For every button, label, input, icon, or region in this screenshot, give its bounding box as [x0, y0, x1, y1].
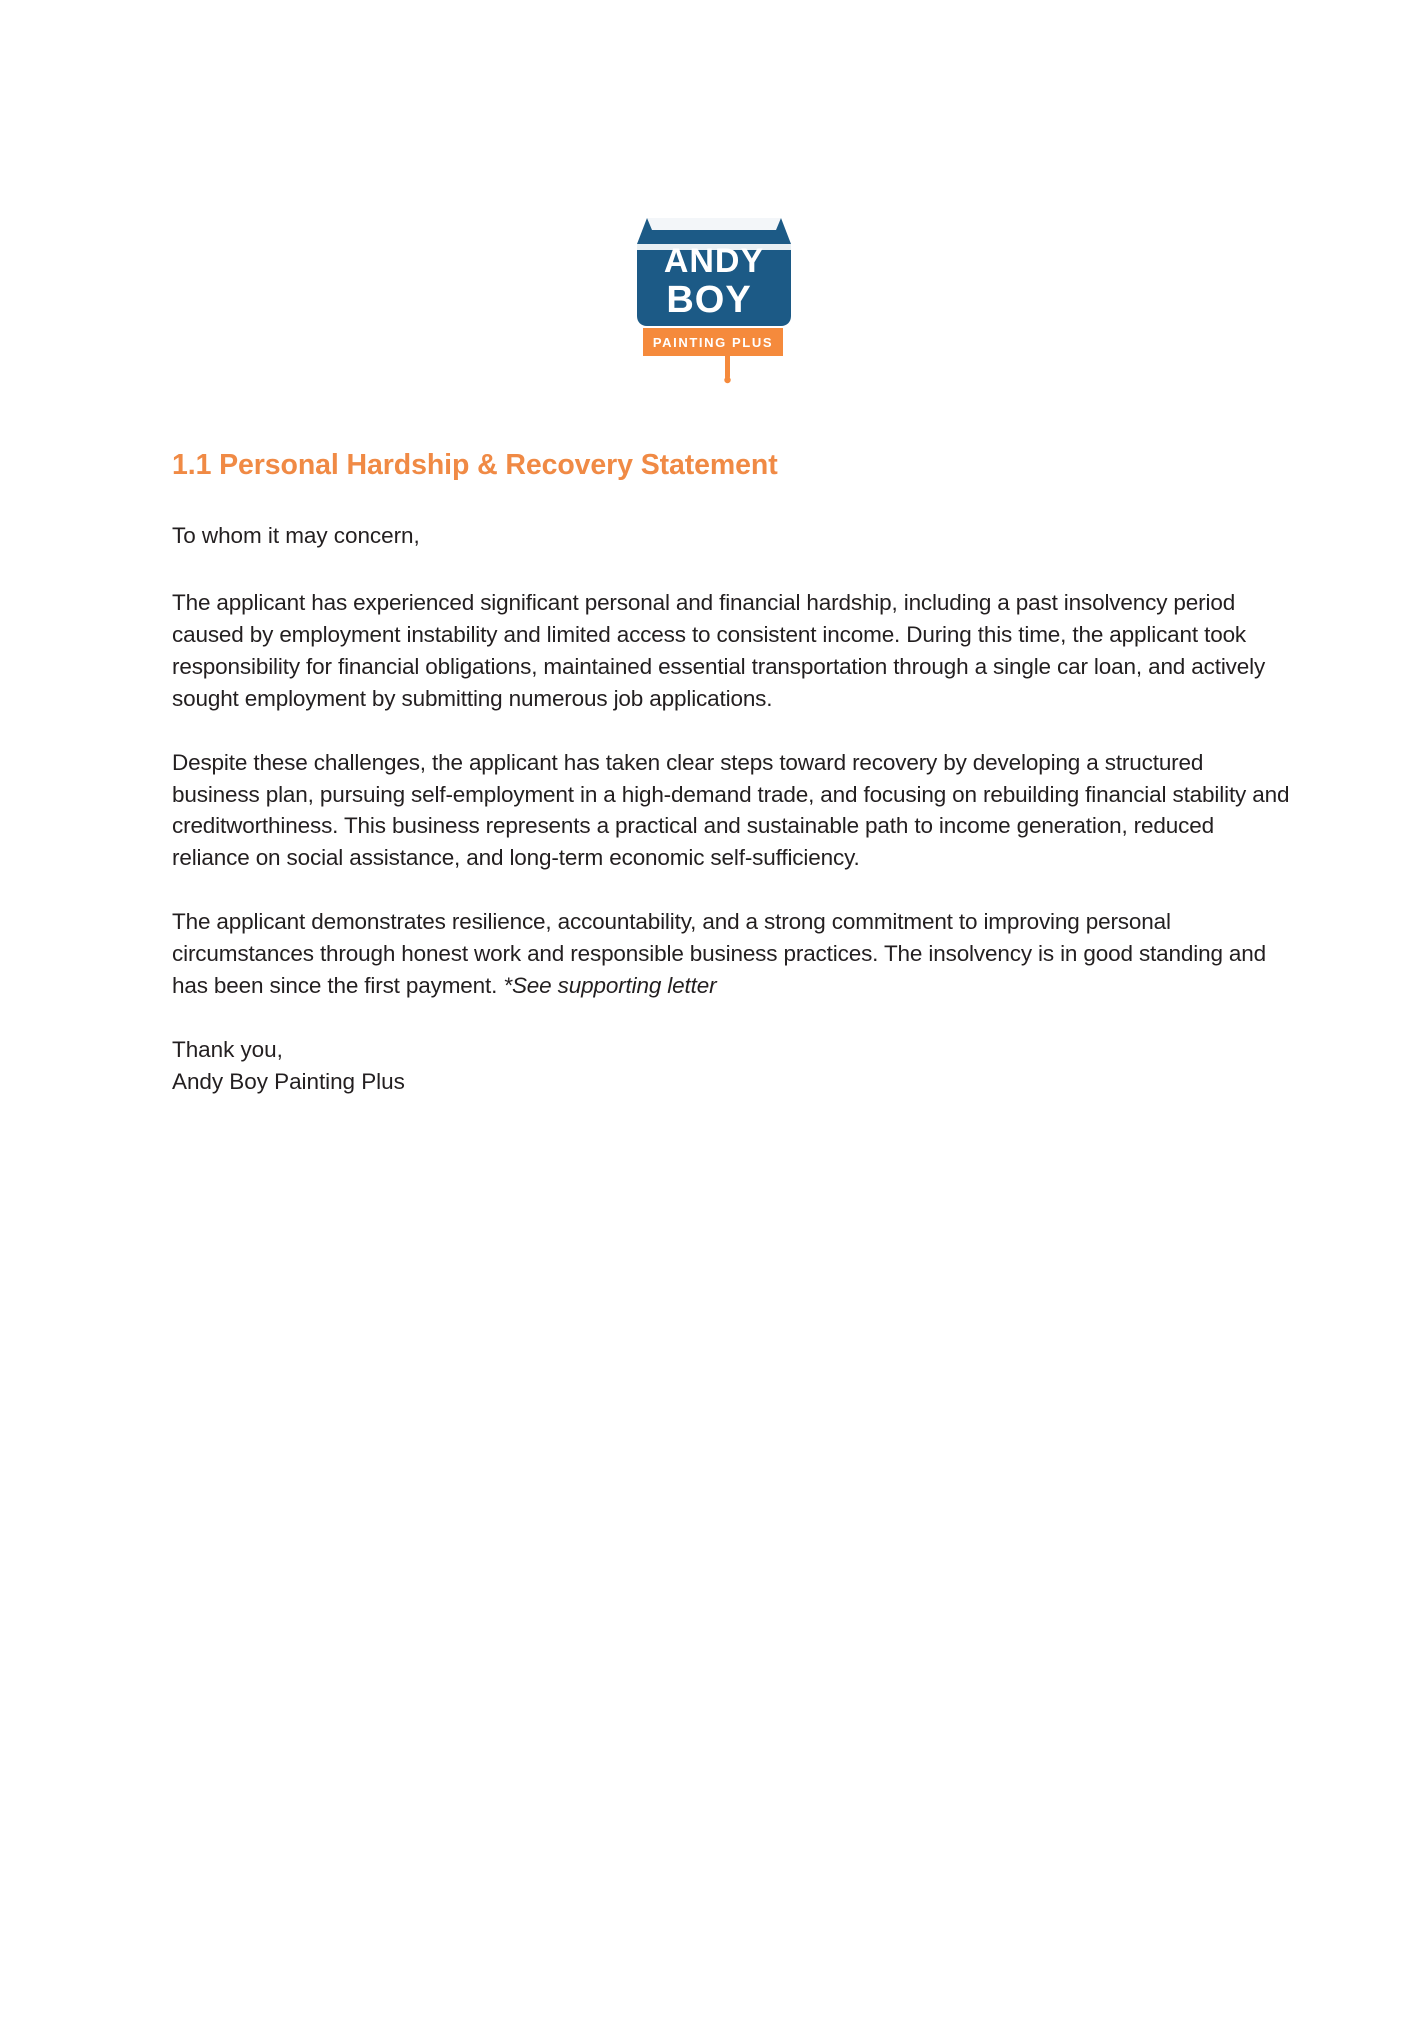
supporting-letter-note: *See supporting letter — [503, 973, 717, 999]
paragraph-recovery: Despite these challenges, the applicant has taken clear steps toward recovery by developing a structured business plan, pursuing self-employment in a high-demand trade, and focusing on rebuilding financial stability and creditworthiness. This business represents a practical and sustainable path to income generation, reduced reliance on social assistance, and long-term economic self-sufficiency. — [172, 749, 1290, 871]
paragraph-conclusion-text: The applicant demonstrates resilience, accountability, and a strong commitment to improving personal circumstances through honest work and responsible business practices. The insolvency is in good standing and has been since the first payment. — [172, 909, 1267, 999]
logo-container — [0, 200, 1428, 385]
signoff — [172, 1034, 1292, 1098]
svg-text:PAINTING PLUS: PAINTING PLUS — [652, 335, 774, 350]
svg-text:ANDY: ANDY — [663, 242, 765, 280]
salutation: To whom it may concern, — [172, 523, 420, 549]
section-heading: 1.1 Personal Hardship & Recovery Statement — [172, 449, 778, 481]
paragraph-conclusion — [172, 906, 1292, 1002]
paragraph-hardship: The applicant has experienced significant personal and financial hardship, including a past insolvency period caused by employment instability and limited access to consistent income. During this time, the applicant took responsibility for financial obligations, maintained essential transportation through a single car loan, and actively sought employment by submitting numerous job applications. — [172, 589, 1266, 711]
andy-boy-painting-plus-logo — [629, 200, 799, 385]
closing-line: Thank you, — [172, 1037, 283, 1063]
svg-text:BOY: BOY — [666, 279, 752, 321]
document-body — [172, 448, 1292, 1098]
signature-line: Andy Boy Painting Plus — [172, 1069, 405, 1095]
